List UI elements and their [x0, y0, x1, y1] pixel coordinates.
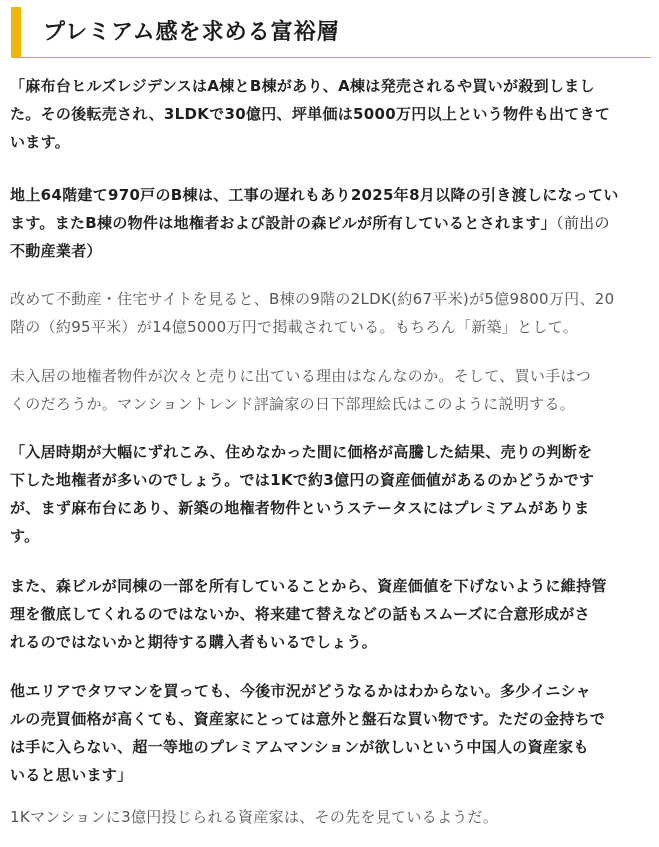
text-line: 階の（約95平米）が14億5000万円で掲載されている。もちろん「新築」として。 — [10, 318, 579, 336]
text-line: 「入居時期が大幅にずれこみ、住めなかった間に価格が高騰した結果、売りの判断を — [10, 443, 593, 461]
narration-paragraph-2 — [10, 362, 650, 418]
text-line: す。 — [10, 527, 40, 545]
text-line: 未入居の地権者物件が次々と売りに出ている理由はなんなのか。そして、買い手はつ — [10, 367, 592, 385]
text-line: 他エリアでタワマンを買っても、今後市況がどうなるかはわからない。多少イニシャ — [10, 682, 591, 700]
quote-paragraph-5 — [10, 677, 650, 789]
section-heading-text: プレミアム感を求める富裕層 — [43, 20, 340, 45]
text-line: 「麻布台ヒルズレジデンスはA棟とB棟があり、A棟は発売されるや買いが殺到しまし — [10, 77, 595, 95]
text-line: 地上64階建て970戸のB棟は、工事の遅れもあり2025年8月以降の引き渡しになってい — [10, 186, 619, 204]
quote-paragraph-1 — [10, 72, 650, 156]
text-line: 改めて不動産・住宅サイトを見ると、B棟の9階の2LDK(約67平米)が5億9800万円、20 — [10, 290, 615, 308]
quote-paragraph-3 — [10, 438, 650, 550]
source-attribution-end: 不動産業者） — [10, 242, 102, 260]
text-line: 1Kマンションに3億円投じられる資産家は、その先を見ているようだ。 — [10, 808, 499, 826]
text-line: が、まず麻布台にあり、新築の地権者物件というステータスにはプレミアムがありま — [10, 499, 590, 517]
text-line: は手に入らない、超一等地のプレミアムマンションが欲しいという中国人の資産家も — [10, 738, 589, 756]
text-line: います。 — [10, 133, 71, 151]
text-line: 下した地権者が多いのでしょう。では1Kで約3億円の資産価値があるのかどうかです — [10, 471, 595, 489]
text-line: くのだろうか。マンショントレンド評論家の日下部理絵氏はこのように説明する。 — [10, 395, 576, 413]
section-heading — [11, 7, 651, 58]
text-line: た。その後転売され、3LDKで30億円、坪単価は5000万円以上という物件も出てきて — [10, 105, 611, 123]
quote-paragraph-2 — [10, 181, 650, 265]
text-line: いると思います」 — [10, 766, 133, 784]
quote-paragraph-4 — [10, 572, 650, 656]
source-attribution: （前出の — [556, 214, 610, 232]
text-line: れるのではないかと期待する購入者もいるでしょう。 — [10, 633, 378, 651]
text-line: ルの売買価格が高くても、資産家にとっては意外と盤石な買い物です。ただの金持ちで — [10, 710, 606, 728]
text-line: 理を徹底してくれるのではないか、将来建て替えなどの話もスムーズに合意形成がさ — [10, 605, 590, 623]
narration-paragraph-3 — [10, 803, 650, 831]
text-line — [10, 209, 650, 237]
text-line: また、森ビルが同棟の一部を所有していることから、資産価値を下げないように維持管 — [10, 577, 607, 595]
narration-paragraph-1 — [10, 285, 650, 341]
text-segment: ます。またB棟の物件は地権者および設計の森ビルが所有しているとされます」 — [10, 214, 557, 232]
